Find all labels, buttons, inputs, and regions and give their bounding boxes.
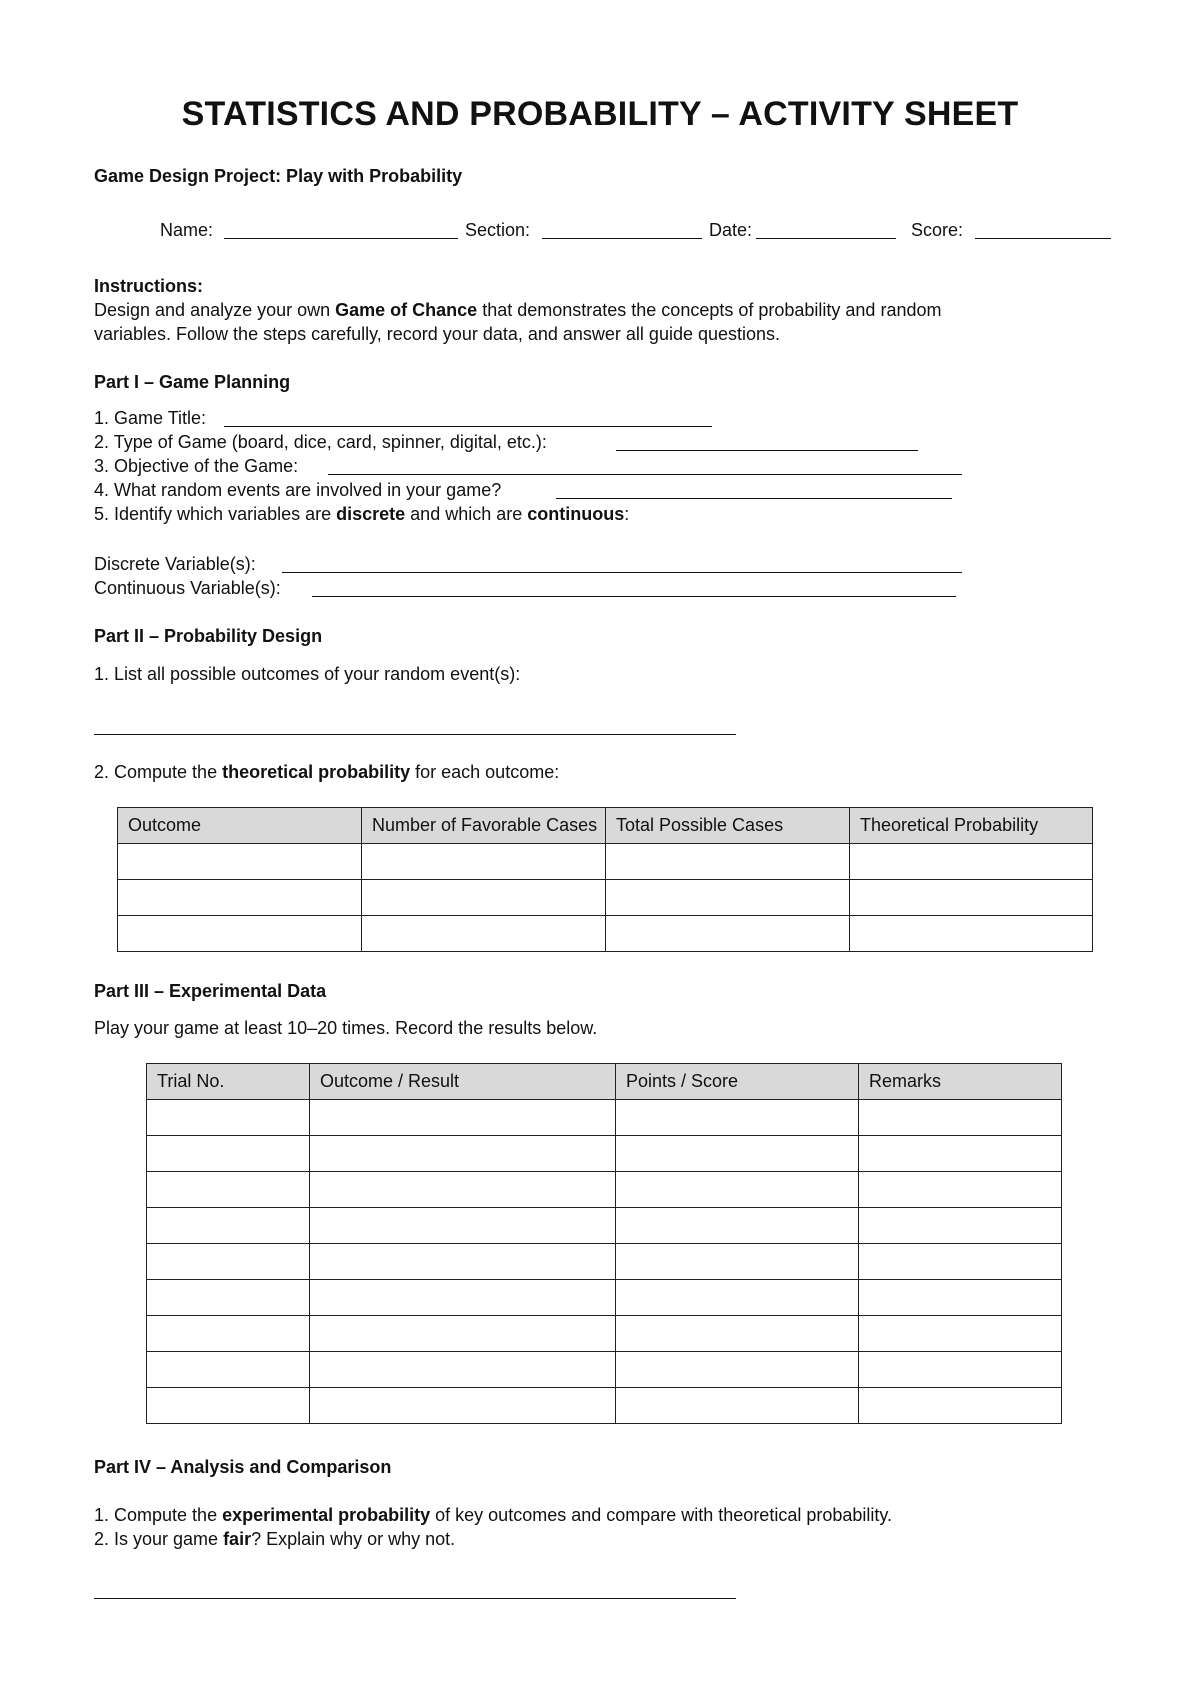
experimental-table-cell[interactable] (147, 1208, 310, 1244)
date-field[interactable] (756, 238, 896, 239)
score-field[interactable] (975, 238, 1111, 239)
table-row (118, 844, 1093, 880)
name-label: Name: (160, 220, 214, 240)
name-field[interactable] (224, 238, 458, 239)
experimental-table-cell[interactable] (616, 1280, 859, 1316)
theoretical-probability-table (117, 807, 1093, 952)
experimental-data-table (146, 1063, 1062, 1424)
part2-heading: Part II – Probability Design (94, 626, 323, 646)
instructions-heading: Instructions: (94, 276, 204, 296)
table-row (147, 1280, 1062, 1316)
date-label: Date: (709, 220, 753, 240)
theoretical-table-cell[interactable] (850, 916, 1093, 952)
experimental-table-cell[interactable] (147, 1352, 310, 1388)
theoretical-table-cell[interactable] (118, 844, 362, 880)
table-header-remarks: Remarks (859, 1064, 1062, 1100)
experimental-table-cell[interactable] (616, 1316, 859, 1352)
experimental-table-cell[interactable] (310, 1172, 616, 1208)
instructions-paragraph-line-1: Design and analyze your own Game of Chance that demonstrates the concepts of probability and random (94, 300, 942, 320)
table-row (118, 880, 1093, 916)
experimental-table-cell[interactable] (616, 1352, 859, 1388)
experimental-table-cell[interactable] (859, 1352, 1062, 1388)
experimental-table-cell[interactable] (859, 1136, 1062, 1172)
table-header-trial-no: Trial No. (147, 1064, 310, 1100)
experimental-table-cell[interactable] (616, 1208, 859, 1244)
part3-heading: Part III – Experimental Data (94, 981, 327, 1001)
experimental-table-cell[interactable] (616, 1172, 859, 1208)
experimental-table-cell[interactable] (616, 1136, 859, 1172)
subtitle: Game Design Project: Play with Probability (94, 166, 463, 186)
experimental-table-cell[interactable] (310, 1136, 616, 1172)
theoretical-table-cell[interactable] (118, 880, 362, 916)
experimental-table-cell[interactable] (616, 1388, 859, 1424)
experimental-table-cell[interactable] (859, 1280, 1062, 1316)
experimental-table-cell[interactable] (310, 1388, 616, 1424)
table-row (147, 1244, 1062, 1280)
experimental-table-cell[interactable] (147, 1244, 310, 1280)
experimental-table-cell[interactable] (310, 1352, 616, 1388)
game-type-label: 2. Type of Game (board, dice, card, spinner, digital, etc.): (94, 432, 547, 452)
theoretical-probability-question: 2. Compute the theoretical probability for each outcome: (94, 762, 560, 782)
table-row (147, 1352, 1062, 1388)
table-header-outcome: Outcome (118, 808, 362, 844)
theoretical-table-cell[interactable] (362, 844, 606, 880)
theoretical-table-cell[interactable] (606, 844, 850, 880)
continuous-variables-field[interactable] (312, 596, 956, 597)
continuous-variables-label: Continuous Variable(s): (94, 578, 281, 598)
theoretical-table-cell[interactable] (606, 916, 850, 952)
game-type-field[interactable] (616, 450, 918, 451)
experimental-table-cell[interactable] (859, 1244, 1062, 1280)
table-row (147, 1136, 1062, 1172)
experimental-table-cell[interactable] (310, 1244, 616, 1280)
score-label: Score: (911, 220, 964, 240)
table-header-theoretical-probability: Theoretical Probability (850, 808, 1093, 844)
table-header-outcome-result: Outcome / Result (310, 1064, 616, 1100)
page-title: STATISTICS AND PROBABILITY – ACTIVITY SHEET (181, 95, 1019, 133)
experimental-table-cell[interactable] (859, 1172, 1062, 1208)
part4-heading: Part IV – Analysis and Comparison (94, 1457, 392, 1477)
random-events-field[interactable] (556, 498, 952, 499)
game-objective-field[interactable] (328, 474, 962, 475)
section-field[interactable] (542, 238, 702, 239)
experimental-table-cell[interactable] (310, 1280, 616, 1316)
outcomes-field[interactable] (94, 734, 736, 735)
theoretical-table-cell[interactable] (606, 880, 850, 916)
theoretical-table-cell[interactable] (362, 916, 606, 952)
theoretical-table-cell[interactable] (362, 880, 606, 916)
fairness-question: 2. Is your game fair? Explain why or why not. (94, 1529, 456, 1549)
game-title-field[interactable] (224, 426, 712, 427)
experimental-table-cell[interactable] (147, 1172, 310, 1208)
experimental-table-cell[interactable] (147, 1100, 310, 1136)
experimental-table-cell[interactable] (859, 1388, 1062, 1424)
table-header-total-cases: Total Possible Cases (606, 808, 850, 844)
experimental-table-cell[interactable] (147, 1280, 310, 1316)
experimental-probability-question: 1. Compute the experimental probability of key outcomes and compare with theoretical probability. (94, 1505, 893, 1525)
experimental-table-cell[interactable] (859, 1100, 1062, 1136)
game-title-label: 1. Game Title: (94, 408, 207, 428)
experimental-table-cell[interactable] (310, 1208, 616, 1244)
experimental-table-cell[interactable] (616, 1244, 859, 1280)
table-row (147, 1172, 1062, 1208)
table-header-points-score: Points / Score (616, 1064, 859, 1100)
game-objective-label: 3. Objective of the Game: (94, 456, 299, 476)
experimental-table-cell[interactable] (859, 1208, 1062, 1244)
experimental-table-cell[interactable] (859, 1316, 1062, 1352)
table-header-favorable-cases: Number of Favorable Cases (362, 808, 606, 844)
instructions-paragraph-line-2: variables. Follow the steps carefully, record your data, and answer all guide questions. (94, 324, 781, 344)
experimental-table-cell[interactable] (147, 1316, 310, 1352)
table-row (147, 1388, 1062, 1424)
experimental-table-cell[interactable] (147, 1388, 310, 1424)
theoretical-table-cell[interactable] (850, 880, 1093, 916)
experimental-table-cell[interactable] (147, 1136, 310, 1172)
variables-question: 5. Identify which variables are discrete and which are continuous: (94, 504, 630, 524)
discrete-variables-label: Discrete Variable(s): (94, 554, 256, 574)
theoretical-table-cell[interactable] (850, 844, 1093, 880)
random-events-label: 4. What random events are involved in your game? (94, 480, 502, 500)
experimental-table-cell[interactable] (310, 1100, 616, 1136)
part3-instruction: Play your game at least 10–20 times. Record the results below. (94, 1018, 598, 1038)
part1-heading: Part I – Game Planning (94, 372, 291, 392)
table-row (147, 1316, 1062, 1352)
table-row (147, 1100, 1062, 1136)
discrete-variables-field[interactable] (282, 572, 962, 573)
theoretical-table-cell[interactable] (118, 916, 362, 952)
table-row (147, 1208, 1062, 1244)
fairness-answer-field[interactable] (94, 1598, 736, 1599)
table-row (118, 916, 1093, 952)
experimental-table-cell[interactable] (616, 1100, 859, 1136)
experimental-table-cell[interactable] (310, 1316, 616, 1352)
section-label: Section: (465, 220, 531, 240)
outcomes-question: 1. List all possible outcomes of your random event(s): (94, 664, 521, 684)
